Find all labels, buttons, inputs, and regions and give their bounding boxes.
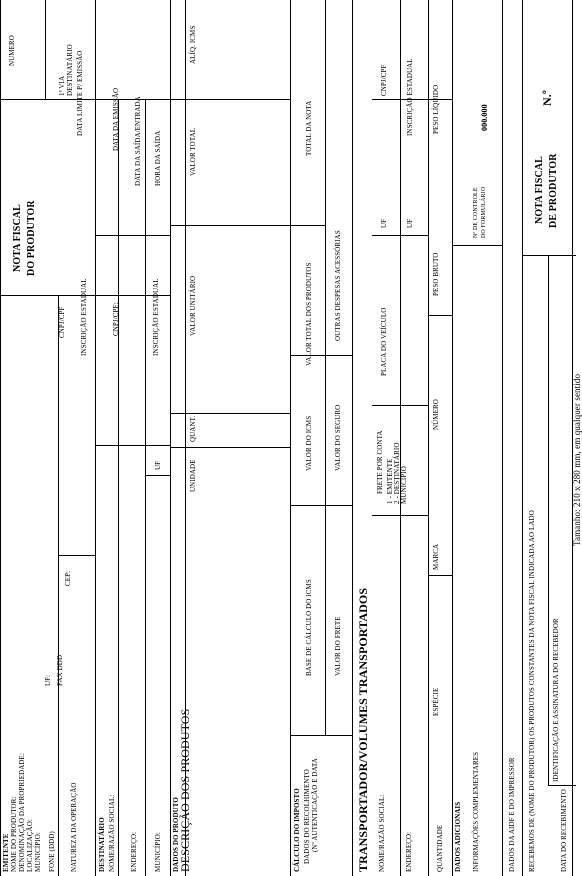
canhoto-nf-line1: NOTA FISCAL	[534, 156, 545, 224]
rule-prod-c2	[170, 413, 290, 414]
rule-impressor-bottom	[522, 0, 523, 876]
rule-dest-1	[118, 100, 119, 876]
destinatario-cnpj: CNPJ/CPF:	[112, 302, 120, 336]
transp-municipio: MUNICÍPIO	[400, 466, 408, 504]
rule-imposto-bottom	[352, 0, 353, 876]
destinatario-inscricao: INSCRIÇÃO ESTADUAL	[152, 278, 160, 356]
col-quant: QUANT.	[189, 415, 197, 442]
rule-imp-c1	[290, 505, 352, 506]
transp-frete: FRETE POR CONTA	[376, 430, 384, 494]
transp-nome: NOME/RAZÃO SOCIAL:	[378, 794, 386, 872]
imposto-sub2: (Nº AUTENTICAÇÃO E DATA	[311, 758, 319, 852]
col-valor-unitario: VALOR UNITÁRIO	[189, 275, 197, 336]
emitente-denominacao: DENOMINAÇÃO DA PROPRIEDADE:	[18, 753, 26, 872]
col-valor-total: VALOR TOTAL	[189, 127, 197, 176]
emitente-natureza: NATUREZA DA OPERAÇÃO	[70, 782, 78, 872]
rule-tr-uf	[372, 235, 428, 236]
canhoto-numero: N.º	[540, 90, 554, 106]
controle-numero: 000.000	[480, 104, 489, 131]
destinatario-endereco: ENDEREÇO:	[130, 831, 138, 872]
transp-inscricao: INSCRIÇÃO ESTADUAL	[406, 58, 414, 136]
form-title-line2: DO PRODUTOR	[26, 200, 37, 276]
destinatario-municipio: MUNICÍPIO:	[154, 832, 162, 872]
transp-peso-liquido: PESO LÍQUIDO	[432, 84, 440, 134]
impressor-label: DADOS DA AIDF E DO IMPRESSOR	[508, 757, 516, 872]
rule-imp-c2	[290, 355, 352, 356]
transp-endereco: ENDEREÇO:	[405, 831, 413, 872]
rule-imp-mid	[325, 0, 326, 736]
rule-dest-uf	[145, 475, 170, 476]
destinatario-uf: UF	[154, 460, 162, 470]
emitente-uf: UF:	[44, 674, 52, 686]
rule-tr-pesob	[428, 315, 452, 316]
rule-imp-c0	[290, 735, 352, 736]
rule-header-numero	[45, 0, 46, 100]
emitente-fone: FONE (DDD)	[48, 831, 56, 872]
emitente-fax: FAX DDD	[56, 654, 64, 686]
emitente-localizacao: LOCALIZAÇÃO:	[26, 819, 34, 872]
rule-dest-split2	[95, 235, 170, 236]
col-aliq-icms: ALÍQ. ICMS	[189, 25, 197, 64]
adicionais-info: INFORMAÇÕES COMPLEMENTARES	[472, 751, 480, 872]
via-label: 1ª VIA	[58, 75, 66, 96]
emitente-nome: NOME DO PRODUTOR:	[10, 796, 18, 872]
controle-label1: Nº DE CONTROLE	[473, 187, 479, 238]
transp-cnpj: CNPJ/CPF	[380, 64, 388, 96]
destinatario-section: DESTINATÁRIO	[98, 817, 106, 872]
size-note: Tamanho: 210 x 280 mm, em qualquer sentido	[572, 373, 582, 546]
emitente-cnpj: CNPJ/CPF	[58, 306, 66, 338]
col-descricao: DESCRIÇÃO DOS PRODUTOS	[178, 708, 192, 872]
rule-tr-marca	[428, 575, 452, 576]
transp-frete-opt1: 1 - EMITENTE	[386, 458, 394, 504]
canhoto-assinatura: IDENTIFICAÇÃO E ASSINATURA DO RECEBEDOR	[552, 618, 560, 782]
rule-tr-1	[400, 0, 401, 876]
transp-placa: PLACA DO VEÍCULO	[380, 307, 388, 376]
transp-especie: ESPÉCIE	[432, 687, 440, 716]
rule-prod-c1	[170, 447, 290, 448]
rule-dest-2	[145, 100, 146, 876]
imposto-sub1: DADOS DO RECOLHIMENTO	[303, 769, 311, 864]
rule-emitente-bottom	[95, 0, 96, 876]
rule-emitente-natureza	[58, 296, 59, 876]
destinatario-data-emissao: DATA DA EMISSÃO	[112, 87, 120, 151]
form-title-line1: NOTA FISCAL	[12, 204, 23, 272]
rule-canh-split	[522, 255, 576, 256]
imposto-valor-icms: VALOR DO ICMS	[305, 415, 313, 471]
rule-tr-2	[428, 0, 429, 876]
rule-canh-data	[548, 785, 576, 786]
imposto-total-nota: TOTAL DA NOTA	[305, 100, 313, 156]
data-limite-label: DATA LIMITE P/ EMISSÃO	[76, 50, 84, 136]
transp-uf2: UF	[406, 218, 414, 228]
emitente-cep: CEP:	[64, 570, 72, 586]
destinatario-data-saida: DATA DA SAÍDA/ENTRADA	[134, 96, 142, 186]
imposto-valor-frete: VALOR DO FRETE	[334, 616, 342, 676]
transp-marca: MARCA	[432, 543, 440, 570]
rule-produtos-bottom	[290, 0, 291, 876]
rule-destinatario-bottom	[170, 0, 171, 876]
destinatario-nome: NOME/RAZÃO SOCIAL:	[108, 794, 116, 872]
transp-uf: UF	[380, 218, 388, 228]
rule-adicionais-bottom	[502, 0, 503, 876]
emitente-section: EMITENTE	[2, 833, 10, 872]
transp-peso-bruto: PESO BRUTO	[432, 252, 440, 296]
rule-tr-frete	[372, 515, 428, 516]
emitente-inscricao: INSCRIÇÃO ESTADUAL	[80, 278, 88, 356]
rule-prod-c3	[170, 225, 290, 226]
transp-frete-opt2: 2 - DESTINATÁRIO	[393, 442, 401, 504]
destinatario-hora-saida: HORA DA SAÍDA	[154, 130, 162, 186]
produtos-section: DADOS DO PRODUTO	[172, 797, 180, 872]
canhoto-text: RECEBEMOS DE (NOME DO PRODUTOR) OS PRODUTOS CONSTANTES DA NOTA FISCAL INDICADA AO LADO	[528, 510, 536, 872]
rule-prod-c4	[170, 99, 290, 100]
transp-numero: NÚMERO	[432, 399, 440, 430]
emitente-municipio: MUNICÍPIO:	[34, 832, 42, 872]
transp-quantidade: QUANTIDADE	[436, 824, 444, 872]
imposto-base-calculo: BASE DE CÁLCULO DO ICMS	[305, 579, 313, 676]
rule-canh-mid	[548, 256, 549, 786]
col-unidade: UNIDADE	[189, 459, 197, 492]
imposto-outras-despesas: OUTRAS DESPESAS ACESSÓRIAS	[334, 230, 342, 341]
adicionais-section: DADOS ADICIONAIS	[454, 801, 462, 872]
imposto-section: CÁLCULO DO IMPOSTO	[293, 788, 301, 872]
imposto-valor-total-produtos: VALOR TOTAL DOS PRODUTOS	[305, 262, 313, 366]
transportador-section: TRANSPORTADOR/VOLUMES TRANSPORTADOS	[356, 587, 370, 872]
controle-label2: DO FORMULÁRIO	[481, 186, 487, 238]
rule-imp-c3	[290, 225, 325, 226]
rule-emitente-split	[58, 555, 95, 556]
rule-transp-bottom	[452, 0, 453, 876]
rule-top-header	[0, 0, 1, 876]
rule-dest-split1	[95, 445, 170, 446]
canhoto-data-label: DATA DO RECEBIMENTO	[560, 789, 568, 872]
numero-label: NUMERO	[8, 35, 16, 66]
canhoto-nf-line2: DE PRODUTOR	[548, 153, 559, 228]
imposto-valor-seguro: VALOR DO SEGURO	[334, 404, 342, 471]
via-dest-label: DESTINATÁRIO	[66, 44, 74, 96]
rule-add-controle	[452, 245, 502, 246]
rule-tr-placa	[372, 405, 428, 406]
